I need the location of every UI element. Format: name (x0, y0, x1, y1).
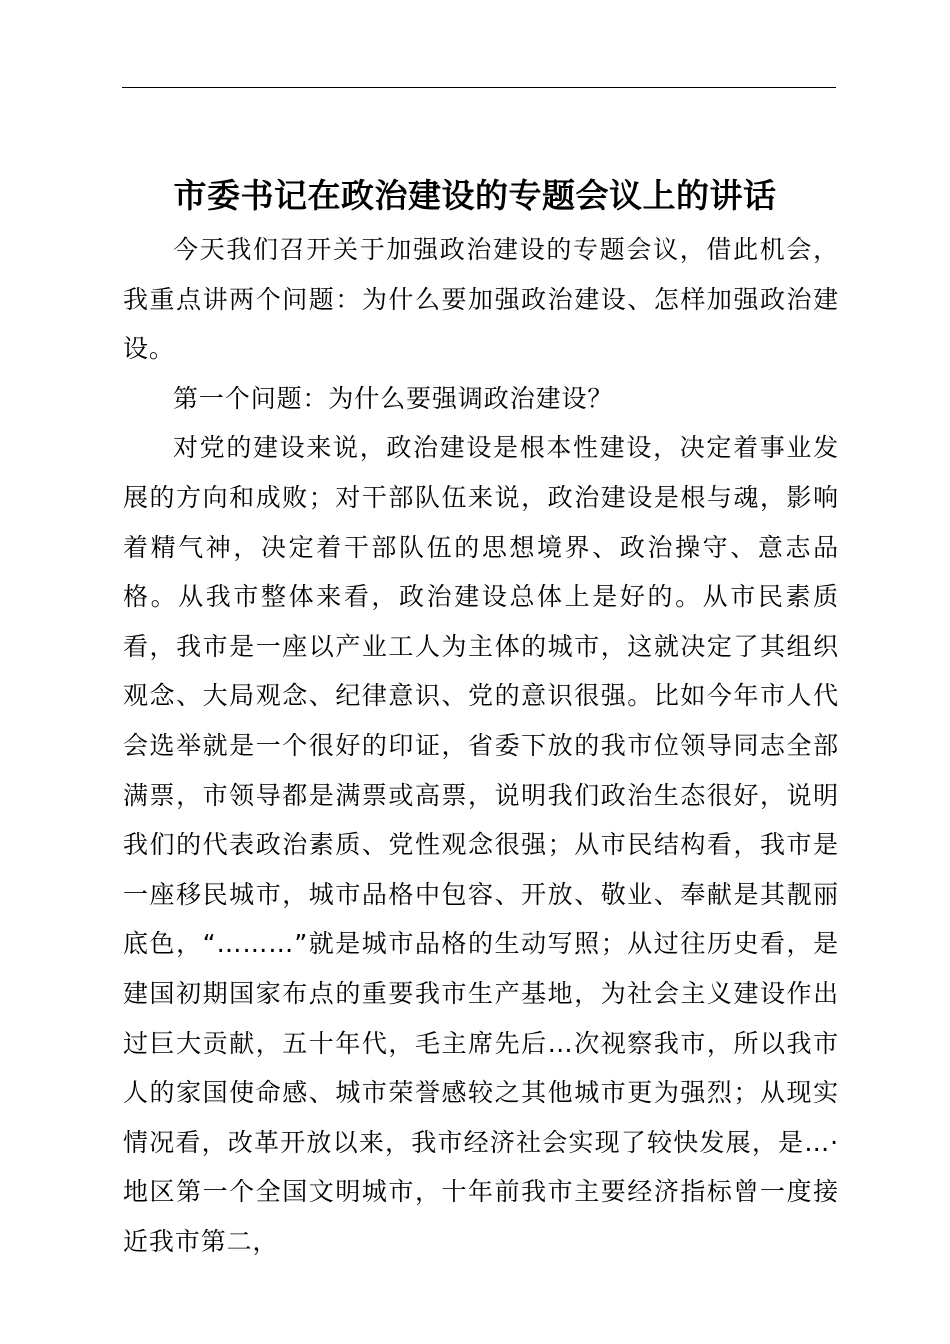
paragraph-analysis: 对党的建设来说，政治建设是根本性建设，决定着事业发展的方向和成败；对干部队伍来说，政治建设是根与魂，影响着精气神，决定着干部队伍的思想境界、政治操守、意志品格。从我市整体来看，政治建设总体上是好的。从市民素质看，我市是一座以产业工人为主体的城市，这就决定了其组织观念、大局观念、纪律意识、党的意识很强。比如今年市人代会选举就是一个很好的印证，省委下放的我市位领导同志全部满票，市领导都是满票或高票，说明我们政治生态很好，说明我们的代表政治素质、党性观念很强；从市民结构看，我市是一座移民城市，城市品格中包容、开放、敬业、奉献是其靓丽底色，“………”就是城市品格的生动写照；从过往历史看，是建国初期国家布点的重要我市生产基地，为社会主义建设作出过巨大贡献，五十年代，毛主席先后…次视察我市，所以我市人的家国使命感、城市荣誉感较之其他城市更为强烈；从现实情况看，改革开放以来，我市经济社会实现了较快发展，是…·地区第一个全国文明城市，十年前我市主要经济指标曾一度接近我市第二， (123, 433, 839, 1256)
paragraph-question-one: 第一个问题：为什么要强调政治建设？ (173, 383, 614, 413)
document-body (123, 225, 839, 1266)
paragraph-intro: 今天我们召开关于加强政治建设的专题会议，借此机会，我重点讲两个问题：为什么要加强政治建设、怎样加强政治建设。 (123, 235, 839, 364)
header-rule (122, 87, 836, 88)
document-title: 市委书记在政治建设的专题会议上的讲话 (173, 176, 777, 216)
